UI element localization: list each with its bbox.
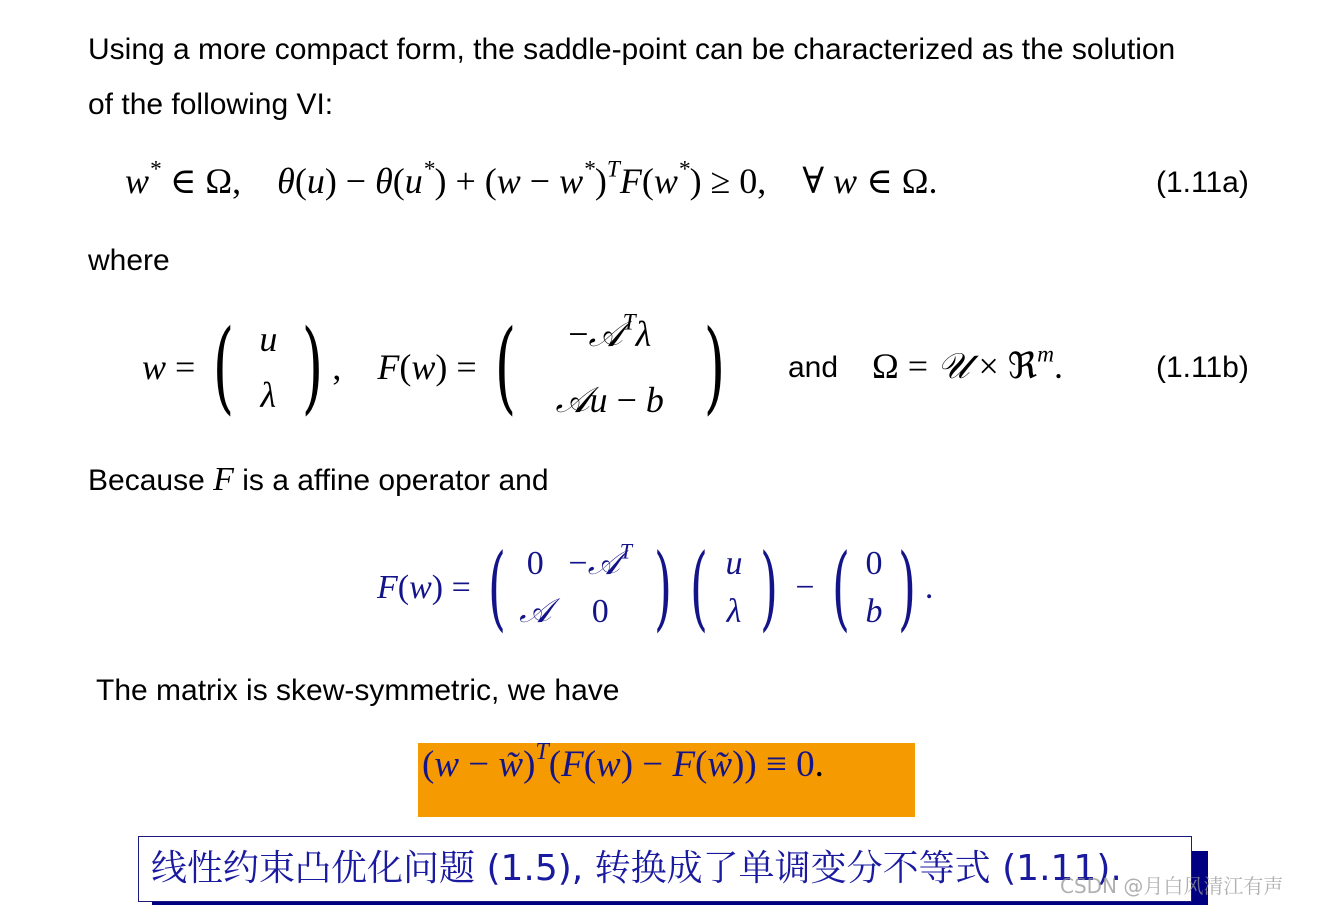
csdn-watermark: CSDN @月白风清江有声: [1060, 874, 1284, 898]
intro-line-1: Using a more compact form, the saddle-point can be characterized as the solution: [88, 33, 1176, 66]
intro-paragraph: [88, 22, 1288, 132]
equation-1-11b: w = ( u λ ) , F(w) = ( −𝒜$^T$λ 𝒜u − b ): [142, 308, 725, 425]
intro-line-2: of the following VI:: [88, 88, 334, 121]
conclusion-box: [138, 836, 1192, 902]
where-text: where: [88, 244, 170, 277]
because-post: is a affine operator and: [242, 464, 549, 497]
and-text: and: [788, 351, 839, 384]
omega-definition: Ω = 𝒰 × ℜ$^m$.: [872, 341, 1063, 386]
conclusion-text: 线性约束凸优化问题 (1.5), 转换成了单调变分不等式 (1.11).: [151, 848, 1122, 889]
operator-F: F: [213, 461, 234, 498]
because-pre: Because: [88, 464, 205, 497]
because-paragraph: [88, 452, 549, 508]
equation-label-b: (1.11b): [1156, 351, 1249, 384]
equation-label-a: (1.11a): [1156, 166, 1249, 199]
equation-1-11a: w* ∈ Ω, $\theta(u) - \theta(u^*) + (w - w^*)^TF(w^*) \ge 0$, ∀ w ∈ Ω.: [125, 156, 938, 201]
skew-text: The matrix is skew-symmetric, we have: [96, 674, 620, 707]
matrix-equation: F(w) = ( 0 𝒜 −𝒜$^T$ 0 ) ( u λ ) − ( 0 b ) .: [377, 534, 934, 641]
skew-identity: (w − w̃)$^T$(F(w) − F(w̃)) ≡ 0.: [422, 739, 824, 785]
